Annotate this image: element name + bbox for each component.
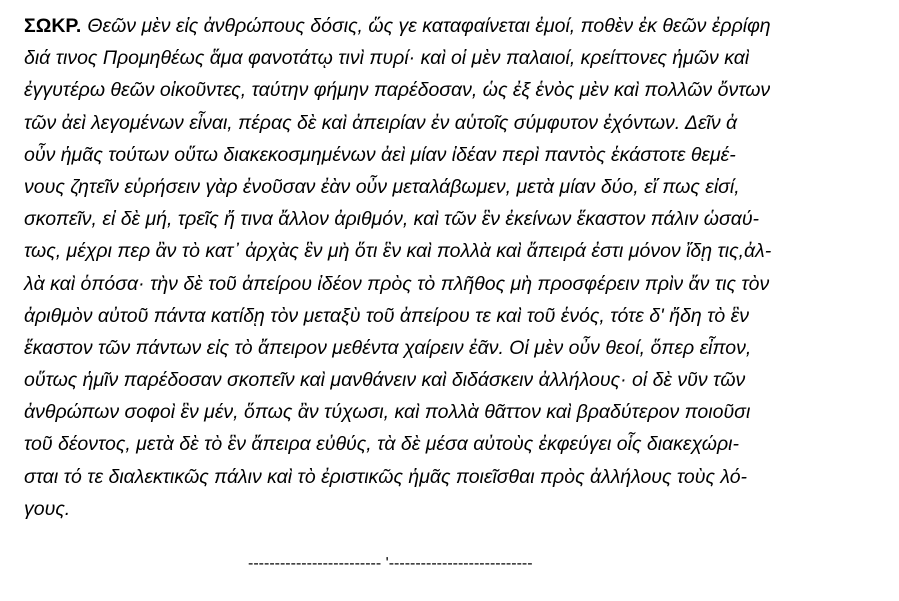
text-line: γους. [24,497,71,520]
text-line: οὕτως ἡμῖν παρέδοσαν σκοπεῖν καὶ μανθάνειν καὶ διδάσκειν ἀλλήλους· οἱ δὲ νῦν τῶν [24,369,746,392]
text-line: λὰ καὶ ὁπόσα· τὴν δὲ τοῦ ἀπείρου ἰδέον πρὸς τὸ πλῆθος μὴ προσφέρειν πρὶν ἄν τις τὸν [24,272,770,295]
text-line: ἀνθρώπων σοφοὶ ἓν μέν, ὅπως ἂν τύχωσι, καὶ πολλὰ θᾶττον καὶ βραδύτερον ποιοῦσι [24,401,751,424]
section-separator: ------------------------- ʹ--------------------------- [248,555,533,572]
text-line: οὖν ἡμᾶς τούτων οὕτω διακεκοσμημένων ἀεὶ μίαν ἰδέαν περὶ παντὸς ἑκάστοτε θεμέ- [24,143,736,166]
text-line: ἐγγυτέρω θεῶν οἰκοῦντες, ταύτην φήμην παρέδοσαν, ὡς ἐξ ἑνὸς μὲν καὶ πολλῶν ὄντων [24,79,771,102]
text-line: ἕκαστον τῶν πάντων εἰς τὸ ἄπειρον μεθέντα χαίρειν ἐᾶν. Οἱ μὲν οὖν θεοί, ὅπερ εἶπον, [24,336,752,359]
text-line: σται τό τε διαλεκτικῶς πάλιν καὶ τὸ ἐριστικῶς ἡμᾶς ποιεῖσθαι πρὸς ἀλλήλους τοὺς λό- [24,465,748,488]
text-line: διά τινος Προμηθέως ἅμα φανοτάτῳ τινὶ πυρί· καὶ οἱ μὲν παλαιοί, κρείττονες ἡμῶν καὶ [24,47,750,70]
line-text: Θεῶν μὲν εἰς ἀνθρώπους δόσις, ὥς γε καταφαίνεται ἐμοί, ποθὲν ἐκ θεῶν ἐρρίφη [87,15,771,37]
text-line: ἀριθμὸν αὐτοῦ πάντα κατίδῃ τὸν μεταξὺ τοῦ ἀπείρου τε καὶ τοῦ ἑνός, τότε δ' ἤδη τὸ ἓν [24,304,749,327]
greek-text-passage [24,10,884,525]
text-line: τως, μέχρι περ ἂν τὸ κατ᾽ ἀρχὰς ἓν μὴ ὅτι ἓν καὶ πολλὰ καὶ ἄπειρά ἐστι μόνον ἴδῃ τις,ἀλ- [24,240,772,263]
text-line [24,10,884,42]
text-line: νους ζητεῖν εὑρήσειν γὰρ ἐνοῦσαν ἐὰν οὖν μεταλάβωμεν, μετὰ μίαν δύο, εἴ πως εἰσί, [24,175,740,198]
text-line: τοῦ δέοντος, μετὰ δὲ τὸ ἓν ἄπειρα εὐθύς, τὰ δὲ μέσα αὐτοὺς ἐκφεύγει οἷς διακεχώρι- [24,433,739,456]
text-line: τῶν ἀεὶ λεγομένων εἶναι, πέρας δὲ καὶ ἀπειρίαν ἐν αὑτοῖς σύμφυτον ἐχόντων. Δεῖν ἀ [24,111,738,134]
speaker-label: ΣΩΚΡ. [24,15,82,37]
text-line: σκοπεῖν, εἰ δὲ μή, τρεῖς ἤ τινα ἄλλον ἀριθμόν, καὶ τῶν ἓν ἐκείνων ἕκαστον πάλιν ὡσαύ- [24,208,760,231]
